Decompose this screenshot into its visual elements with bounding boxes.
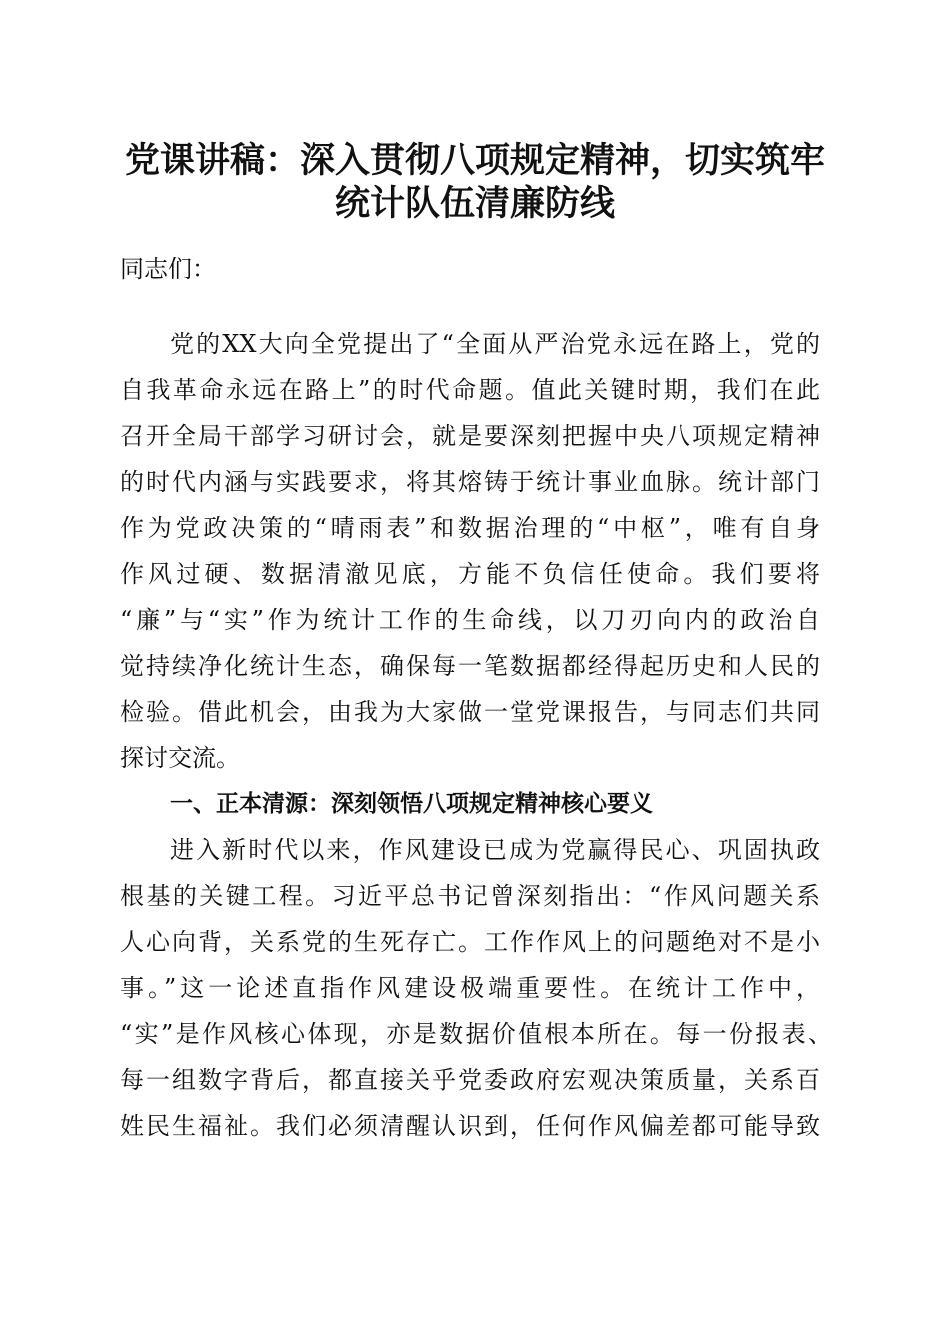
document-title-line-1: 党课讲稿：深入贯彻八项规定精神，切实筑牢 (124, 141, 825, 181)
paragraph-1-line-3: 召开全局干部学习研讨会，就是要深刻把握中央八项规定精神 (120, 422, 820, 450)
paragraph-2-line-1: 进入新时代以来，作风建设已成为党赢得民心、巩固执政 (170, 836, 820, 864)
paragraph-1-line-1: 党的XX大向全党提出了“全面从严治党永远在路上，党的 (170, 330, 820, 358)
paragraph-2-line-2: 根基的关键工程。习近平总书记曾深刻指出：“作风问题关系 (120, 882, 820, 910)
paragraph-1-line-10: 探讨交流。 (120, 744, 240, 772)
paragraph-1-line-8: 觉持续净化统计生态，确保每一笔数据都经得起历史和人民的 (120, 652, 820, 680)
salutation: 同志们： (120, 255, 216, 283)
paragraph-1-line-4: 的时代内涵与实践要求，将其熔铸于统计事业血脉。统计部门 (120, 468, 820, 496)
paragraph-1-line-6: 作风过硬、数据清澈见底，方能不负信任使命。我们要将 (120, 560, 820, 588)
paragraph-1-line-9: 检验。借此机会，由我为大家做一堂党课报告，与同志们共同 (120, 698, 820, 726)
paragraph-2-line-7: 姓民生福祉。我们必须清醒认识到，任何作风偏差都可能导致 (120, 1112, 820, 1140)
paragraph-2-line-4: 事。”这一论述直指作风建设极端重要性。在统计工作中， (120, 974, 820, 1002)
paragraph-2-line-5: “实”是作风核心体现，亦是数据价值根本所在。每一份报表、 (120, 1020, 832, 1048)
paragraph-1-line-7: “廉”与“实”作为统计工作的生命线，以刀刃向内的政治自 (120, 606, 820, 634)
paragraph-1-line-5: 作为党政决策的“晴雨表”和数据治理的“中枢”，唯有自身 (120, 514, 820, 542)
document-title-line-2: 统计队伍清廉防线 (334, 184, 615, 224)
paragraph-2-line-3: 人心向背，关系党的生死存亡。工作作风上的问题绝对不是小 (120, 928, 820, 956)
paragraph-1-line-2: 自我革命永远在路上”的时代命题。值此关键时期，我们在此 (120, 376, 820, 404)
section-heading-1: 一、正本清源：深刻领悟八项规定精神核心要义 (170, 791, 653, 817)
paragraph-2-line-6: 每一组数字背后，都直接关乎党委政府宏观决策质量，关系百 (120, 1066, 820, 1094)
